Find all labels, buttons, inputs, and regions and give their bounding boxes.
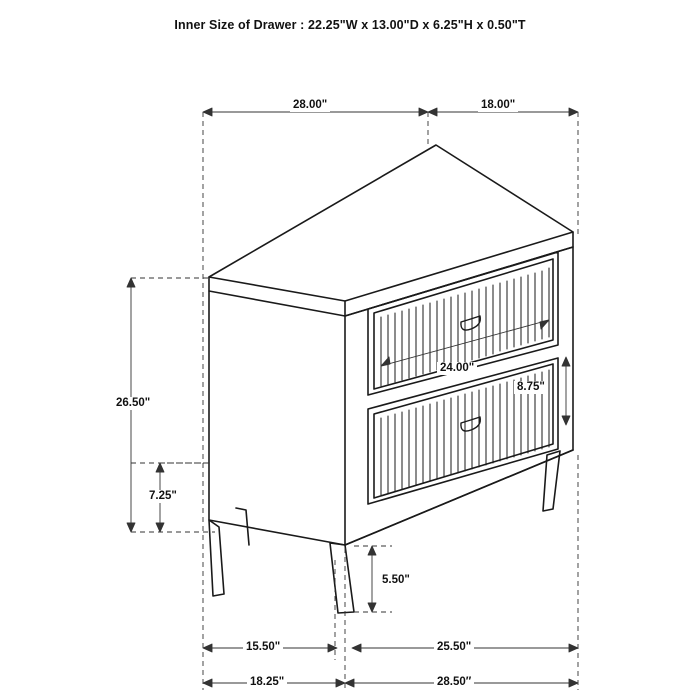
base-rail [345,450,573,545]
page-title: Inner Size of Drawer : 22.25"W x 13.00"D x 6.25"H x 0.50"T [174,18,526,32]
ext-lines-bottom [203,283,578,690]
dim-label-front-right-span: 25.50" [434,641,474,654]
leg-back-right [543,451,560,511]
dim-label-top-depth: 18.00" [478,99,518,112]
leg-front-left [209,520,224,596]
dim-line-drawer-height [562,357,570,425]
dim-line-front-leg [368,546,376,612]
dim-label-drawer-width: 24.00" [437,362,477,375]
drawer-pull-upper [461,316,480,330]
dim-label-top-width: 28.00" [290,99,330,112]
dim-label-base-left-span: 18.25" [247,676,287,689]
leg-front-right [330,543,354,613]
dim-label-front-left-span: 15.50" [243,641,283,654]
dim-label-leg-clearance: 5.50" [379,574,413,587]
dim-label-leg-height: 7.25" [146,490,180,503]
dim-label-base-right-span: 28.50″ [434,676,474,689]
dim-label-overall-height: 26.50" [113,397,153,410]
drawer-pull-lower [461,417,480,431]
ext-lines-top [203,112,578,283]
cabinet-left-side [209,291,345,545]
dim-label-drawer-height: 8.75" [514,381,548,394]
cabinet-top [209,145,573,316]
